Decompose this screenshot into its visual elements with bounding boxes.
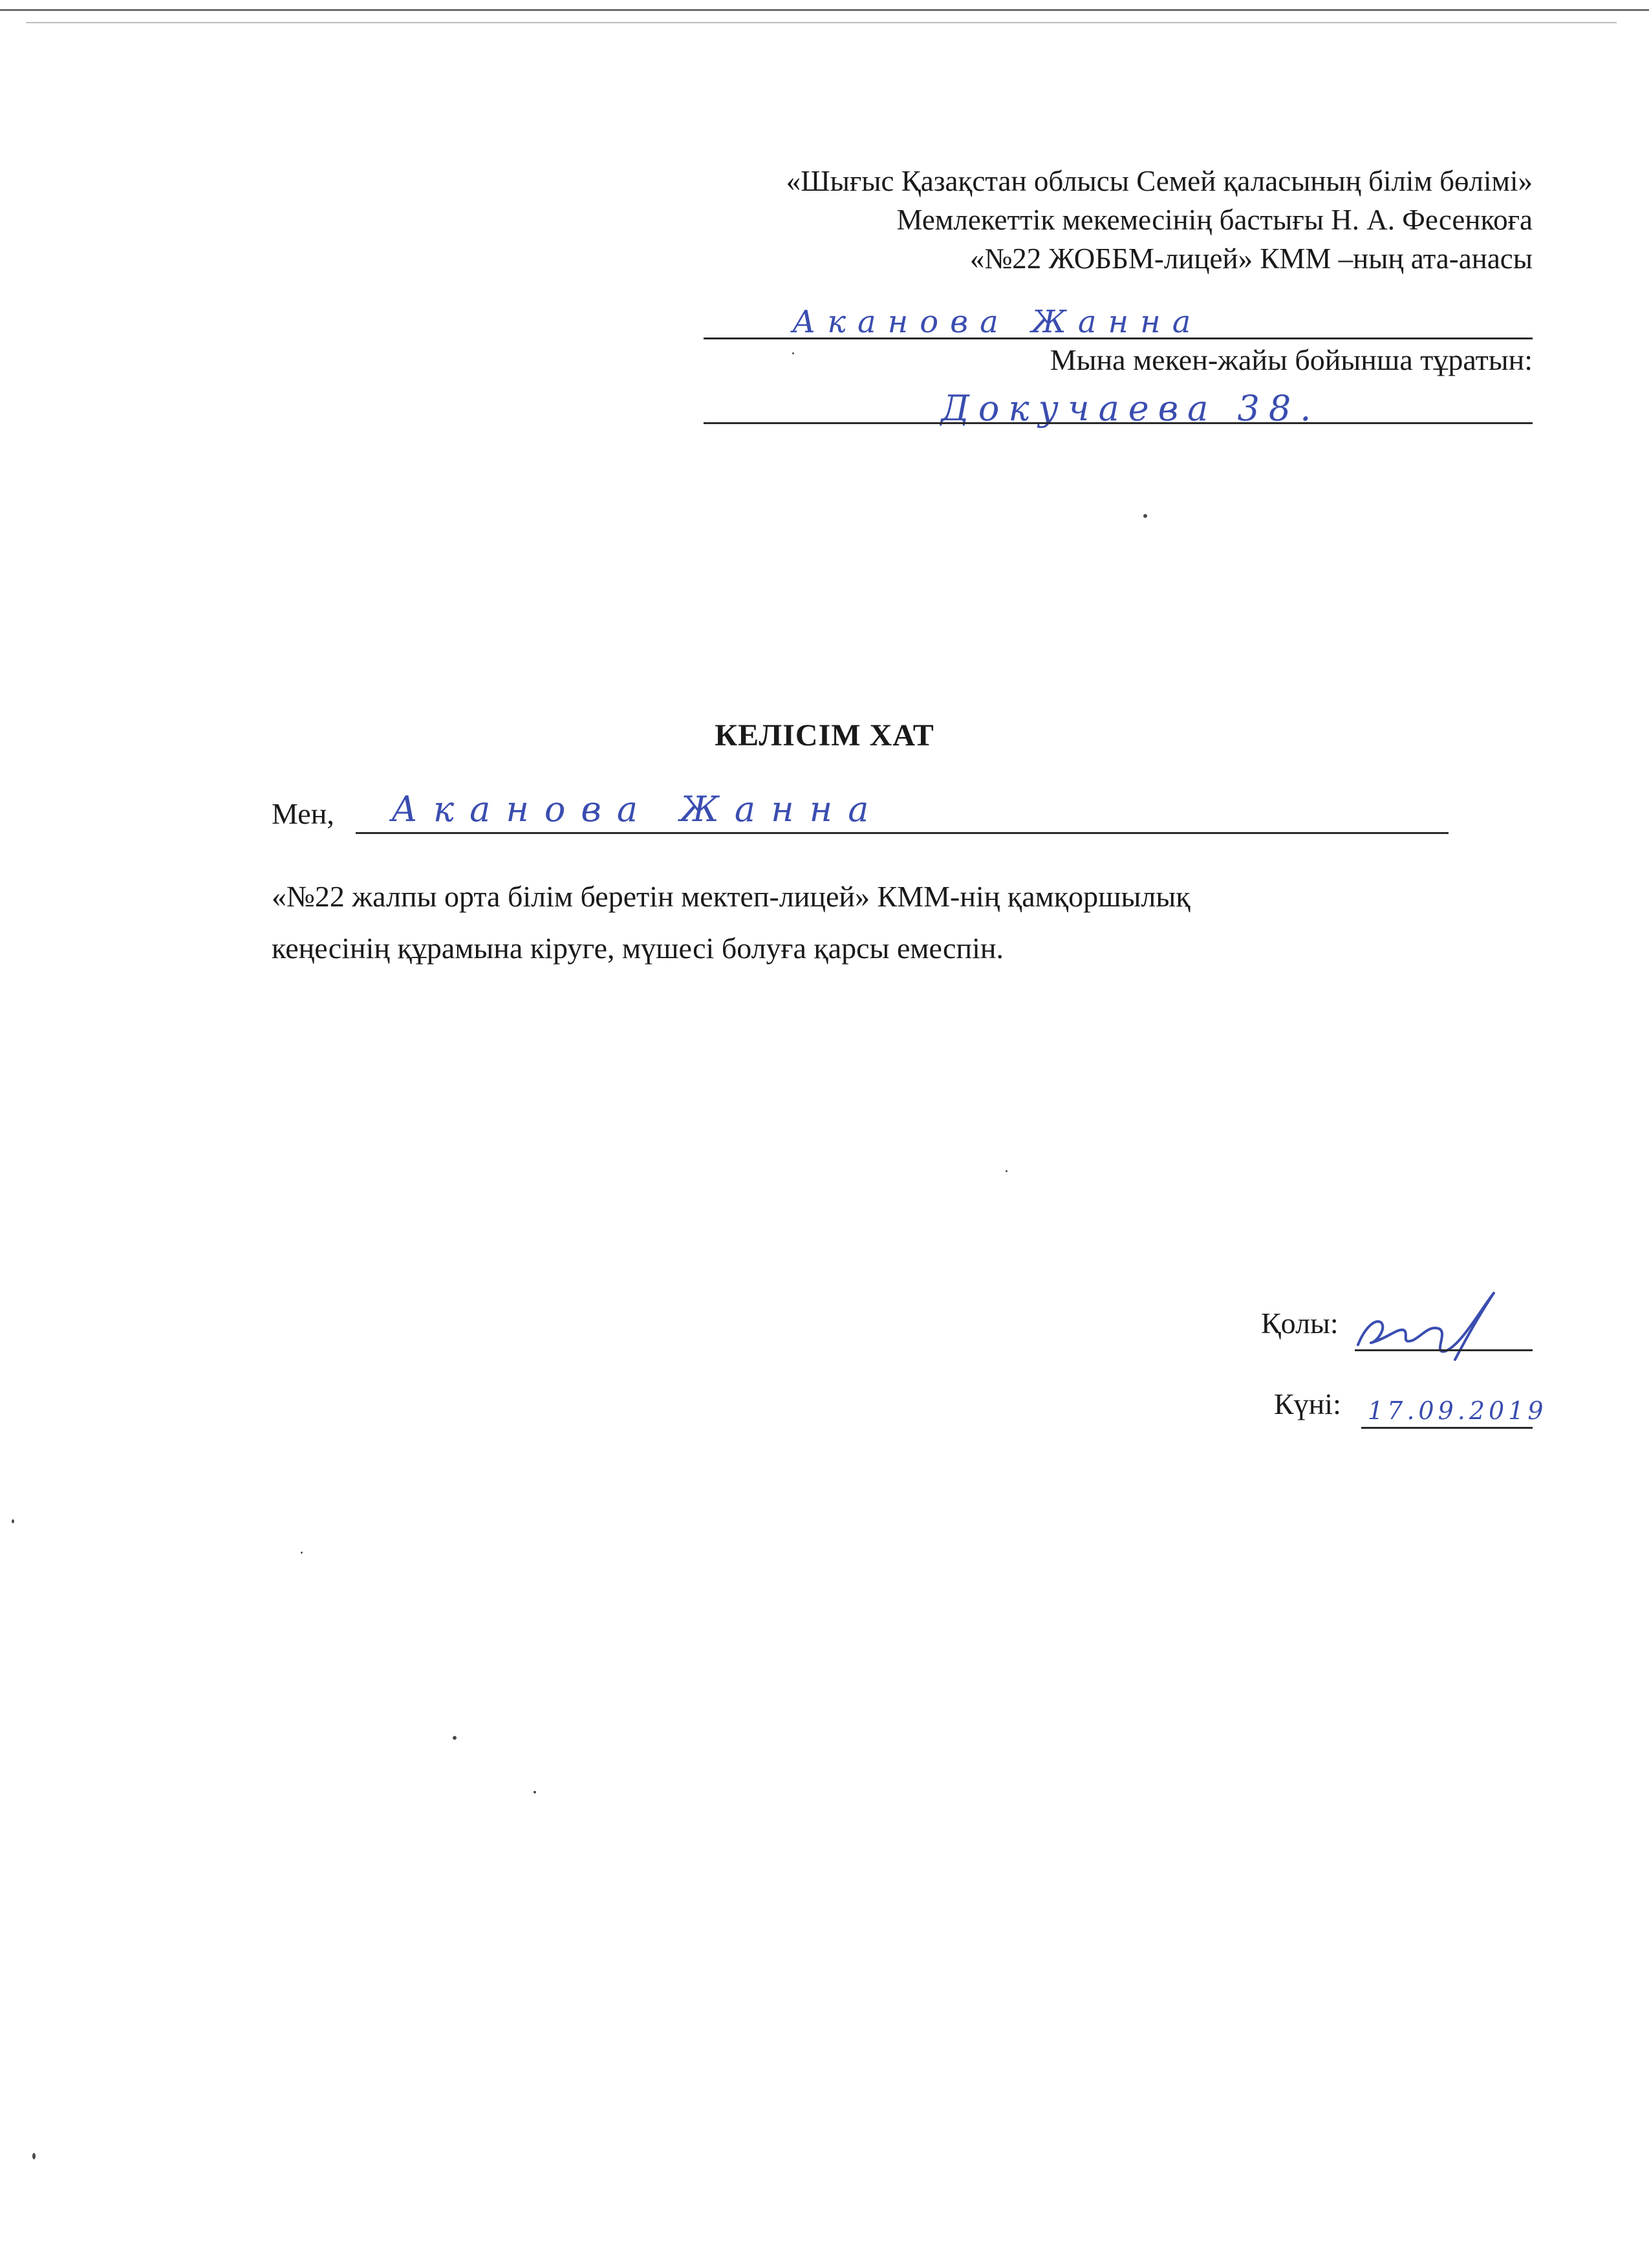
signature-label: Қолы:	[1261, 1307, 1339, 1340]
scan-speck	[453, 1736, 457, 1740]
scan-speck	[12, 1519, 14, 1523]
addressee-block	[563, 162, 1533, 278]
scan-border-top-inner	[26, 22, 1617, 23]
scan-speck	[1006, 1170, 1008, 1172]
consent-text-line-1: «№22 жалпы орта білім беретін мектеп-лицей» КММ-нің қамқоршылық	[272, 880, 1191, 913]
intro-name-underline	[356, 832, 1449, 834]
date-label: Күні:	[1274, 1387, 1341, 1420]
handwritten-signature	[1352, 1283, 1520, 1367]
address-handwritten: Докучаева 38.	[941, 388, 1320, 429]
parent-name-underline	[704, 337, 1533, 339]
scan-speck	[792, 352, 794, 354]
scan-border-top	[0, 9, 1649, 11]
date-handwritten: 17.09.2019	[1368, 1396, 1547, 1425]
parent-name-handwritten: Аканова Жанна	[792, 304, 1203, 340]
consent-text-line-2: кеңесінің құрамына кіруге, мүшесі болуға қарсы емеспін.	[272, 932, 1004, 965]
intro-name-handwritten: Аканова Жанна	[391, 789, 885, 829]
addressee-line-3: «№22 ЖОББМ-лицей» КММ –ның ата-анасы	[969, 242, 1533, 275]
scan-speck	[1143, 514, 1147, 518]
address-label: Мына мекен-жайы бойынша тұратын:	[1050, 343, 1533, 376]
addressee-line-2: Мемлекеттік мекемесінің бастығы Н. А. Фесенкоға	[896, 204, 1533, 236]
signature-underline	[1355, 1349, 1533, 1351]
document-title: КЕЛІСІМ ХАТ	[715, 718, 934, 753]
scan-speck	[301, 1552, 303, 1554]
addressee-line-1: «Шығыс Қазақстан облысы Семей қаласының білім бөлімі»	[786, 165, 1533, 197]
intro-label: Мен,	[272, 797, 334, 830]
date-underline	[1361, 1427, 1533, 1429]
address-underline	[704, 422, 1533, 424]
scan-speck	[32, 2153, 36, 2159]
scan-speck	[534, 1791, 536, 1793]
